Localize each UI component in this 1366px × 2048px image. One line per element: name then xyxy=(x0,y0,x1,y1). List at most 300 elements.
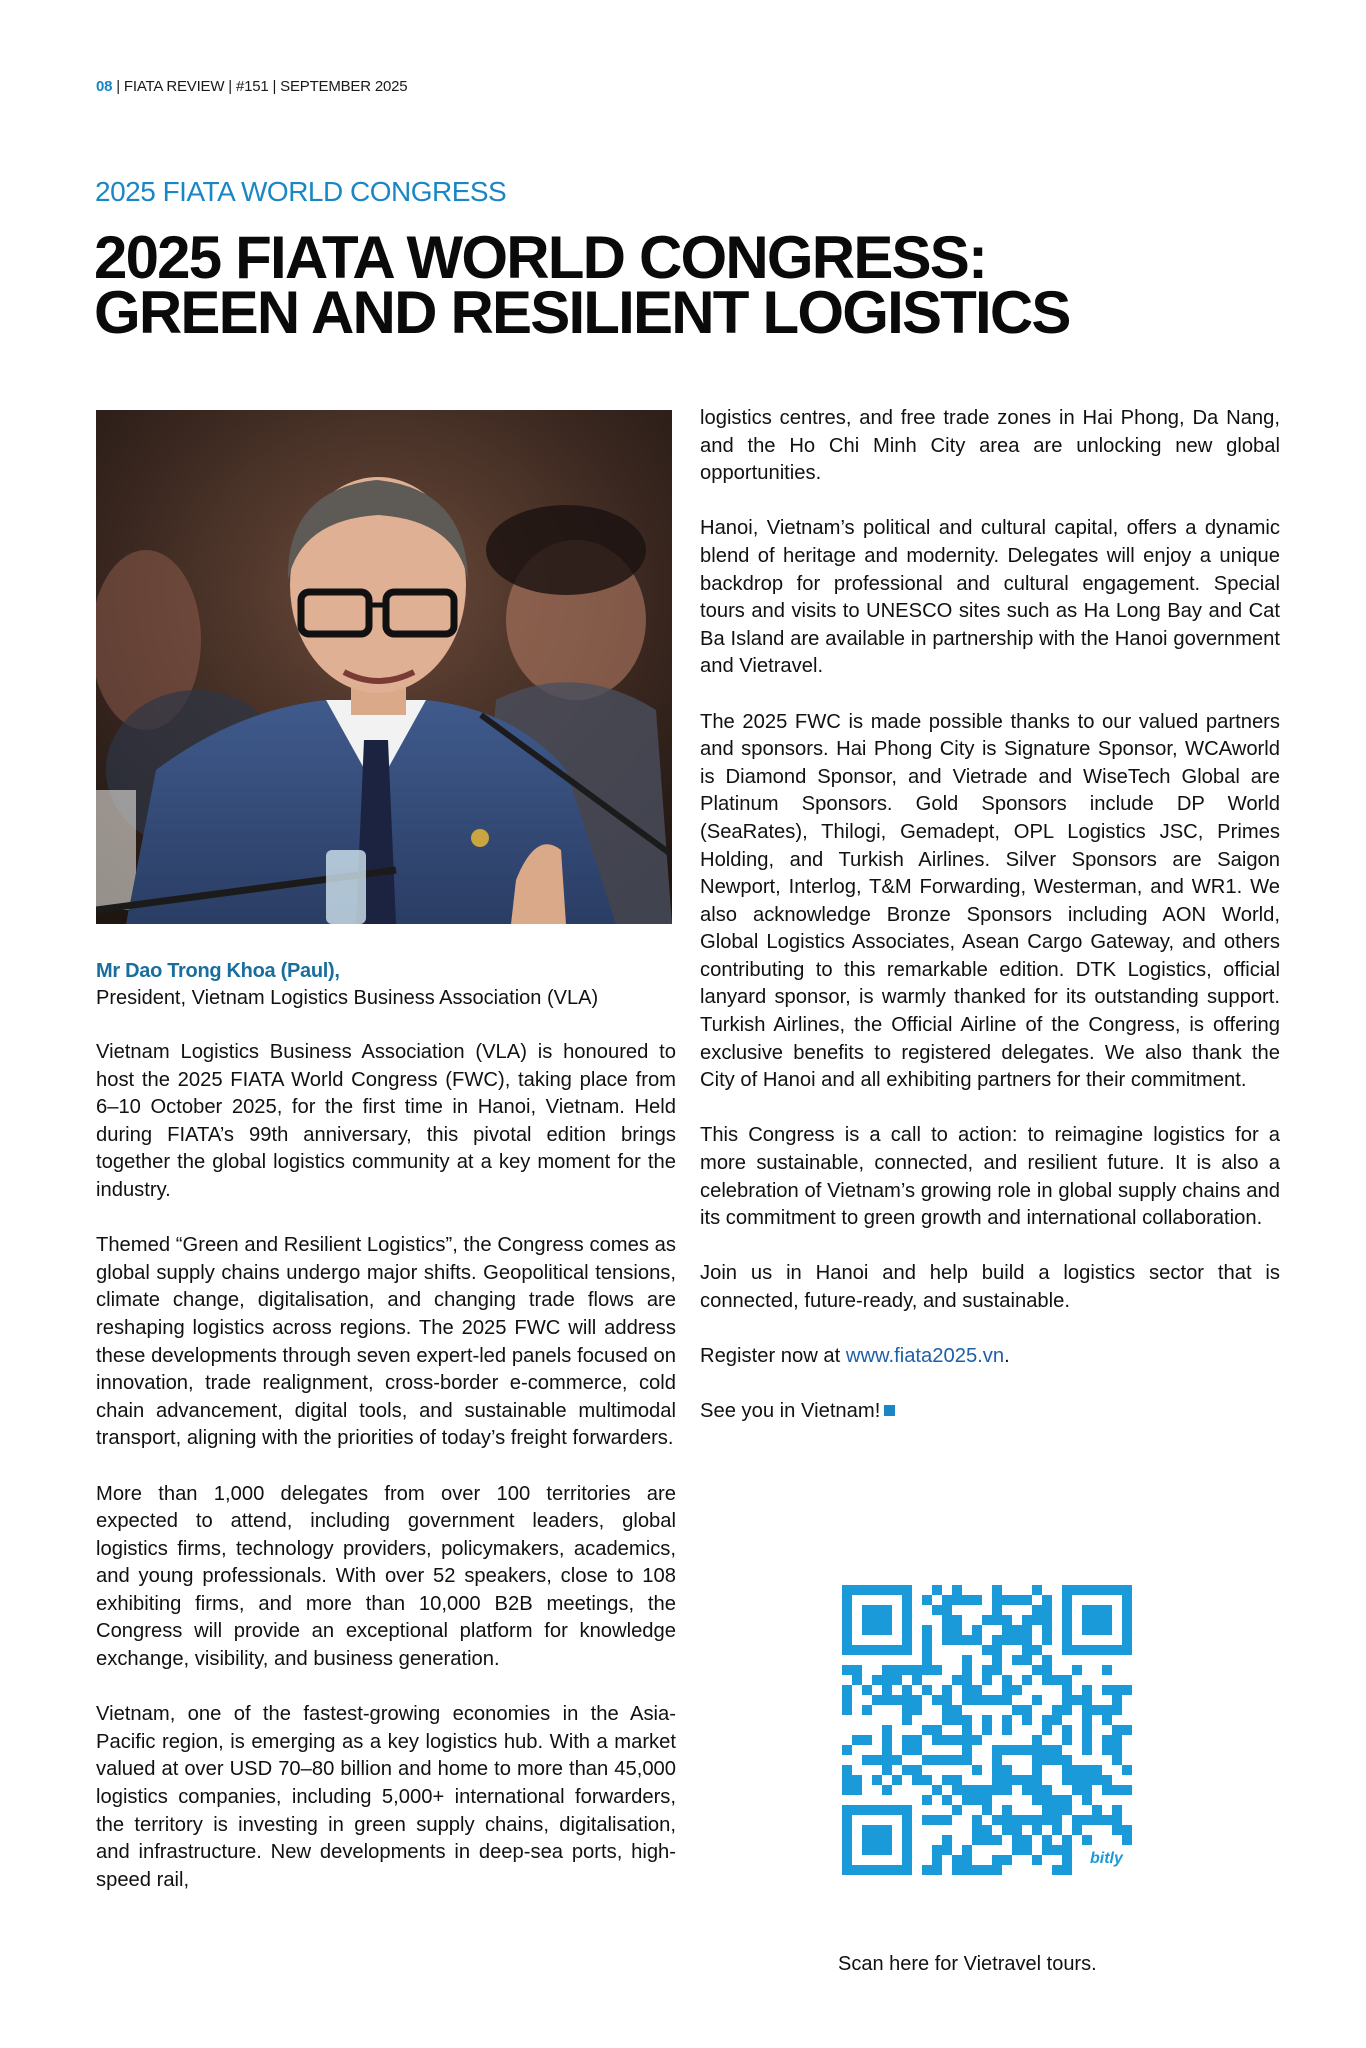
qr-module xyxy=(1032,1795,1042,1805)
qr-module xyxy=(852,1665,862,1675)
qr-module xyxy=(942,1815,952,1825)
qr-module xyxy=(912,1665,922,1675)
qr-module xyxy=(1122,1825,1132,1835)
qr-module xyxy=(972,1735,982,1745)
qr-module xyxy=(882,1735,892,1745)
qr-module xyxy=(962,1655,972,1665)
qr-module xyxy=(942,1715,952,1725)
qr-module xyxy=(1022,1645,1032,1655)
qr-module xyxy=(1112,1705,1122,1715)
qr-module xyxy=(842,1685,852,1695)
qr-module xyxy=(992,1765,1002,1775)
qr-module xyxy=(982,1675,992,1685)
qr-module xyxy=(1052,1815,1062,1825)
qr-module xyxy=(882,1785,892,1795)
qr-finder xyxy=(862,1605,892,1635)
qr-module xyxy=(1072,1785,1082,1795)
qr-module xyxy=(1042,1815,1052,1825)
qr-module xyxy=(972,1795,982,1805)
qr-module xyxy=(1102,1785,1112,1795)
qr-module xyxy=(982,1785,992,1795)
qr-module xyxy=(972,1625,982,1635)
qr-module xyxy=(1002,1695,1012,1705)
article-column-left xyxy=(96,1039,676,1922)
qr-finder xyxy=(862,1825,892,1855)
qr-module xyxy=(972,1695,982,1705)
qr-module xyxy=(992,1645,1002,1655)
qr-module xyxy=(1012,1835,1022,1845)
qr-module xyxy=(882,1725,892,1735)
qr-module xyxy=(952,1625,962,1635)
qr-module xyxy=(1012,1655,1022,1665)
qr-module xyxy=(932,1855,942,1865)
signoff-text: See you in Vietnam! xyxy=(700,1400,881,1423)
qr-module xyxy=(1032,1645,1042,1655)
qr-module xyxy=(1042,1795,1052,1805)
qr-module xyxy=(882,1665,892,1675)
qr-module xyxy=(1002,1675,1012,1685)
qr-module xyxy=(1032,1605,1042,1615)
qr-module xyxy=(892,1775,902,1785)
qr-module xyxy=(972,1785,982,1795)
qr-module xyxy=(1102,1705,1112,1715)
qr-module xyxy=(1032,1755,1042,1765)
qr-module xyxy=(942,1835,952,1845)
qr-module xyxy=(1052,1705,1062,1715)
end-of-article-icon xyxy=(884,1405,895,1416)
qr-finder xyxy=(842,1805,852,1875)
qr-module xyxy=(1092,1775,1102,1785)
qr-module xyxy=(882,1695,892,1705)
qr-module xyxy=(942,1685,952,1695)
qr-module xyxy=(952,1805,962,1815)
qr-module xyxy=(982,1665,992,1675)
photo-caption xyxy=(96,958,676,1012)
qr-module xyxy=(1072,1775,1082,1785)
qr-module xyxy=(922,1595,932,1605)
qr-module xyxy=(1072,1695,1082,1705)
qr-finder xyxy=(842,1805,912,1815)
paragraph: Themed “Green and Resilient Logistics”, the Congress comes as global supply chains undergo major shifts. Geopolitical tensions, climate change, digitalisation, and changing trade flows are reshaping logistics across regions. The 2025 FWC will address these developments through seven expert-led panels focused on innovation, trade realignment, cross-border e-commerce, cold chain advancement, digital tools, and sustainable multimodal transport, aligning with the priorities of today’s freight forwarders. xyxy=(96,1234,676,1450)
qr-module xyxy=(952,1785,962,1795)
qr-module xyxy=(1002,1725,1012,1735)
qr-module xyxy=(1122,1685,1132,1695)
qr-module xyxy=(1062,1865,1072,1875)
qr-module xyxy=(1002,1815,1012,1825)
paragraph: More than 1,000 delegates from over 100 territories are expected to attend, including government leaders, global logistics firms, technology providers, policymakers, academics, and young professionals. With over 52 speakers, close to 108 exhibiting firms, and more than 10,000 B2B meetings, the Congress will provide an exceptional platform for knowledge exchange, visibility, and business generation. xyxy=(96,1482,676,1671)
qr-module xyxy=(902,1745,912,1755)
qr-module xyxy=(1102,1715,1112,1725)
qr-module xyxy=(872,1675,882,1685)
qr-module xyxy=(992,1585,1002,1595)
qr-module xyxy=(1022,1715,1032,1725)
paragraph: Vietnam Logistics Business Association (VLA) is honoured to host the 2025 FIATA World Congress (FWC), taking place from 6–10 October 2025, for the first time in Hanoi, Vietnam. Held during FIATA’s 99th anniversary, this pivotal edition brings together the global logistics community at a key moment for the industry. xyxy=(96,1041,676,1201)
qr-module xyxy=(1002,1615,1012,1625)
article-headline xyxy=(94,224,1294,346)
qr-module xyxy=(972,1635,982,1645)
qr-module xyxy=(882,1765,892,1775)
qr-module xyxy=(1112,1815,1122,1825)
qr-module xyxy=(1112,1685,1122,1695)
qr-module xyxy=(1062,1725,1072,1735)
qr-module xyxy=(912,1775,922,1785)
qr-module xyxy=(932,1695,942,1705)
qr-module xyxy=(942,1595,952,1605)
qr-finder xyxy=(842,1865,912,1875)
qr-module xyxy=(1042,1745,1052,1755)
qr-module xyxy=(1032,1695,1042,1705)
qr-module xyxy=(1072,1765,1082,1775)
qr-module xyxy=(962,1785,972,1795)
qr-module xyxy=(982,1835,992,1845)
qr-module xyxy=(1022,1615,1032,1625)
qr-module xyxy=(1082,1735,1092,1745)
qr-module xyxy=(962,1865,972,1875)
qr-module xyxy=(962,1695,972,1705)
qr-module xyxy=(982,1795,992,1805)
qr-module xyxy=(882,1745,892,1755)
qr-module xyxy=(962,1855,972,1865)
qr-module xyxy=(952,1855,962,1865)
qr-module xyxy=(1042,1715,1052,1725)
qr-module xyxy=(992,1595,1002,1605)
qr-module xyxy=(902,1665,912,1675)
qr-module xyxy=(962,1735,972,1745)
qr-module xyxy=(932,1735,942,1745)
qr-module xyxy=(1012,1775,1022,1785)
headline-line-2: GREEN AND RESILIENT LOGISTICS xyxy=(94,279,1070,346)
qr-module xyxy=(992,1695,1002,1705)
qr-finder xyxy=(902,1585,912,1655)
qr-module xyxy=(1062,1755,1072,1765)
qr-module xyxy=(942,1705,952,1715)
qr-module xyxy=(1082,1815,1092,1825)
qr-module xyxy=(1002,1745,1012,1755)
qr-module xyxy=(1012,1825,1022,1835)
article-column-right xyxy=(700,405,1280,1454)
qr-module xyxy=(942,1735,952,1745)
qr-module xyxy=(932,1725,942,1735)
qr-module xyxy=(912,1705,922,1715)
qr-module xyxy=(1052,1745,1062,1755)
qr-module xyxy=(892,1675,902,1685)
qr-module xyxy=(1082,1725,1092,1735)
qr-module xyxy=(912,1735,922,1745)
qr-module xyxy=(922,1795,932,1805)
qr-module xyxy=(1052,1755,1062,1765)
qr-module xyxy=(842,1745,852,1755)
qr-module xyxy=(922,1645,932,1655)
qr-module xyxy=(1062,1855,1072,1865)
qr-module xyxy=(1102,1745,1112,1755)
qr-module xyxy=(962,1745,972,1755)
qr-module xyxy=(972,1595,982,1605)
qr-module xyxy=(1112,1745,1122,1755)
qr-module xyxy=(1082,1775,1092,1785)
qr-module xyxy=(842,1665,852,1675)
register-suffix: . xyxy=(1004,1345,1010,1368)
qr-module xyxy=(1022,1815,1032,1825)
qr-module xyxy=(1062,1795,1072,1805)
qr-module xyxy=(992,1835,1002,1845)
bitly-logo: bitly xyxy=(1090,1850,1123,1867)
qr-module xyxy=(902,1735,912,1745)
caption-name: Mr Dao Trong Khoa (Paul), xyxy=(96,960,340,982)
portrait-photo-icon xyxy=(96,410,672,924)
qr-module xyxy=(922,1655,932,1665)
qr-module xyxy=(972,1835,982,1845)
qr-finder xyxy=(1082,1605,1112,1635)
qr-module xyxy=(1022,1845,1032,1855)
qr-module xyxy=(1032,1775,1042,1785)
qr-module xyxy=(1082,1705,1092,1715)
qr-module xyxy=(1072,1815,1082,1825)
qr-module xyxy=(932,1845,942,1855)
section-kicker: 2025 FIATA WORLD CONGRESS xyxy=(95,176,507,207)
qr-module xyxy=(972,1765,982,1775)
register-line xyxy=(700,1343,1280,1371)
qr-module xyxy=(1002,1805,1012,1815)
qr-module xyxy=(992,1855,1002,1865)
register-link[interactable]: www.fiata2025.vn xyxy=(845,1345,1005,1368)
qr-module xyxy=(872,1755,882,1765)
caption-title: President, Vietnam Logistics Business Association (VLA) xyxy=(96,987,599,1009)
paragraph: The 2025 FWC is made possible thanks to our valued partners and sponsors. Hai Phong City is Signature Sponsor, WCAworld is Diamond Sponsor, and Vietrade and WiseTech Global are Platinum Sponsors. Gold Sponsors include DP World (SeaRates), Thilogi, Gemadept, OPL Logistics JSC, Primes Holding, and Turkish Airlines. Silver Sponsors are Saigon Newport, Interlog, T&M Forwarding, Westerman, and WR1. We also acknowledge Bronze Sponsors including AON World, Global Logistics Associates, Asean Cargo Gateway, and others contributing to this remarkable edition. DTK Logistics, official lanyard sponsor, is warmly thanked for its outstanding support. Turkish Airlines, the Official Airline of the Congress, is offering exclusive benefits to registered delegates. We also thank the City of Hanoi and all exhibiting partners for their commitment. xyxy=(700,710,1280,1092)
publication-info: | FIATA REVIEW | #151 | SEPTEMBER 2025 xyxy=(112,78,408,95)
qr-module xyxy=(1002,1825,1012,1835)
qr-module xyxy=(1022,1705,1032,1715)
qr-module xyxy=(942,1755,952,1765)
qr-module xyxy=(962,1595,972,1605)
qr-module xyxy=(872,1775,882,1785)
qr-module xyxy=(912,1765,922,1775)
qr-module xyxy=(1112,1725,1122,1735)
qr-module xyxy=(852,1675,862,1685)
qr-module xyxy=(902,1765,912,1775)
qr-module xyxy=(942,1605,952,1615)
qr-module xyxy=(1082,1745,1092,1755)
qr-module xyxy=(1102,1815,1112,1825)
qr-module xyxy=(922,1685,932,1695)
qr-module xyxy=(1022,1655,1032,1665)
qr-module xyxy=(982,1805,992,1815)
qr-module xyxy=(932,1585,942,1595)
qr-module xyxy=(1092,1765,1102,1775)
qr-module xyxy=(992,1755,1002,1765)
qr-module xyxy=(992,1745,1002,1755)
running-head xyxy=(96,78,407,95)
qr-module xyxy=(992,1665,1002,1675)
qr-module xyxy=(992,1635,1002,1645)
qr-module xyxy=(1112,1735,1122,1745)
qr-code-icon[interactable] xyxy=(842,1585,1132,1875)
qr-module xyxy=(972,1685,982,1695)
qr-module xyxy=(1032,1745,1042,1755)
qr-module xyxy=(932,1785,942,1795)
qr-module xyxy=(1042,1655,1052,1665)
qr-module xyxy=(842,1785,852,1795)
qr-module xyxy=(962,1665,972,1675)
qr-module xyxy=(912,1675,922,1685)
qr-finder xyxy=(1062,1585,1132,1595)
qr-module xyxy=(892,1695,902,1705)
qr-module xyxy=(852,1775,862,1785)
qr-module xyxy=(862,1705,872,1715)
qr-module xyxy=(1052,1805,1062,1815)
qr-module xyxy=(922,1635,932,1645)
paragraph: Vietnam, one of the fastest-growing economies in the Asia-Pacific region, is emerging as a key logistics hub. With a market valued at over USD 70–80 billion and home to more than 45,000 logistics companies, including 5,000+ international forwarders, the territory is investing in green supply chains, digitalisation, and infrastructure. New developments in deep-sea ports, high-speed rail, xyxy=(96,1703,676,1891)
qr-module xyxy=(952,1735,962,1745)
qr-module xyxy=(962,1755,972,1765)
qr-module xyxy=(1032,1665,1042,1675)
qr-module xyxy=(952,1675,962,1685)
qr-module xyxy=(982,1615,992,1625)
qr-module xyxy=(1012,1845,1022,1855)
qr-module xyxy=(942,1695,952,1705)
qr-module xyxy=(1082,1765,1092,1775)
qr-module xyxy=(1022,1775,1032,1785)
qr-module xyxy=(1062,1765,1072,1775)
qr-module xyxy=(1092,1705,1102,1715)
qr-module xyxy=(962,1795,972,1805)
qr-module xyxy=(862,1735,872,1745)
qr-module xyxy=(1062,1805,1072,1815)
qr-module xyxy=(1022,1785,1032,1795)
qr-module xyxy=(922,1665,932,1675)
qr-module xyxy=(892,1665,902,1675)
qr-module xyxy=(1062,1695,1072,1705)
qr-module xyxy=(992,1785,1002,1795)
paragraph: This Congress is a call to action: to reimagine logistics for a more sustainable, connected, and resilient future. It is also a celebration of Vietnam’s growing role in global supply chains and its commitment to green growth and international collaboration. xyxy=(700,1124,1280,1230)
qr-module xyxy=(1042,1785,1052,1795)
qr-module xyxy=(842,1765,852,1775)
portrait-photo xyxy=(96,410,672,924)
qr-module xyxy=(1062,1735,1072,1745)
qr-module xyxy=(1072,1665,1082,1675)
qr-module xyxy=(1032,1815,1042,1825)
qr-module xyxy=(1022,1635,1032,1645)
qr-module xyxy=(962,1845,972,1855)
qr-module xyxy=(952,1715,962,1725)
qr-module xyxy=(842,1705,852,1715)
qr-module xyxy=(1042,1625,1052,1635)
qr-module xyxy=(932,1815,942,1825)
qr-module xyxy=(922,1775,932,1785)
qr-module xyxy=(1042,1835,1052,1845)
qr-module xyxy=(882,1755,892,1765)
qr-finder xyxy=(842,1585,852,1655)
qr-finder xyxy=(842,1585,912,1595)
qr-module xyxy=(1062,1685,1072,1695)
qr-module xyxy=(1002,1765,1012,1775)
qr-module xyxy=(1062,1775,1072,1785)
qr-module xyxy=(842,1775,852,1785)
qr-module xyxy=(962,1635,972,1645)
qr-module xyxy=(1012,1705,1022,1715)
qr-finder xyxy=(842,1645,912,1655)
qr-module xyxy=(1022,1675,1032,1685)
page-number: 08 xyxy=(96,78,113,95)
qr-module xyxy=(932,1755,942,1765)
qr-module xyxy=(1062,1675,1072,1685)
qr-module xyxy=(942,1635,952,1645)
qr-module xyxy=(992,1775,1002,1785)
qr-module xyxy=(1052,1715,1062,1725)
qr-module xyxy=(1052,1845,1062,1855)
qr-module xyxy=(1002,1635,1012,1645)
qr-module xyxy=(922,1625,932,1635)
qr-module xyxy=(922,1755,932,1765)
qr-module xyxy=(992,1615,1002,1625)
qr-finder xyxy=(1062,1585,1072,1655)
qr-module xyxy=(1032,1825,1042,1835)
qr-module xyxy=(982,1865,992,1875)
register-prefix: Register now at xyxy=(700,1345,846,1368)
qr-module xyxy=(1032,1785,1042,1795)
qr-module xyxy=(1082,1795,1092,1805)
qr-module xyxy=(1042,1805,1052,1815)
qr-module xyxy=(1122,1765,1132,1775)
qr-module xyxy=(1092,1805,1102,1815)
qr-module xyxy=(1072,1825,1082,1835)
qr-module xyxy=(902,1715,912,1725)
qr-module xyxy=(932,1665,942,1675)
qr-module xyxy=(1012,1745,1022,1755)
qr-module xyxy=(1022,1625,1032,1635)
paragraph: Hanoi, Vietnam’s political and cultural capital, offers a dynamic blend of heritage and modernity. Delegates will enjoy a unique backdrop for professional and cultural engagement. Special tours and visits to UNESCO sites such as Ha Long Bay and Cat Ba Island are available in partnership with the Hanoi government and Vietravel. xyxy=(700,517,1280,678)
qr-module xyxy=(942,1625,952,1635)
qr-module xyxy=(952,1755,962,1765)
qr-module xyxy=(962,1725,972,1735)
qr-finder xyxy=(1062,1645,1132,1655)
qr-module xyxy=(962,1715,972,1725)
qr-module xyxy=(1002,1785,1012,1795)
qr-module xyxy=(1082,1715,1092,1725)
qr-caption: Scan here for Vietravel tours. xyxy=(838,1953,1097,1975)
qr-module xyxy=(1022,1745,1032,1755)
qr-module xyxy=(1012,1625,1022,1635)
qr-module xyxy=(1012,1635,1022,1645)
qr-module xyxy=(1112,1805,1122,1815)
qr-module xyxy=(922,1725,932,1735)
qr-module xyxy=(1012,1685,1022,1695)
qr-module xyxy=(942,1615,952,1625)
qr-finder xyxy=(902,1805,912,1875)
qr-module xyxy=(1112,1695,1122,1705)
qr-module xyxy=(952,1585,962,1595)
qr-module xyxy=(862,1685,872,1695)
qr-module xyxy=(972,1825,982,1835)
qr-module xyxy=(1002,1855,1012,1865)
qr-module xyxy=(982,1695,992,1705)
qr-module xyxy=(1082,1685,1092,1695)
qr-module xyxy=(962,1675,972,1685)
qr-module xyxy=(982,1715,992,1725)
qr-module xyxy=(952,1865,962,1875)
qr-module xyxy=(1042,1595,1052,1605)
qr-module xyxy=(1052,1825,1062,1835)
qr-module xyxy=(1102,1685,1112,1695)
qr-module xyxy=(1002,1775,1012,1785)
qr-module xyxy=(1062,1705,1072,1715)
qr-module xyxy=(922,1815,932,1825)
qr-module xyxy=(1122,1785,1132,1795)
qr-module xyxy=(1112,1755,1122,1765)
qr-module xyxy=(862,1755,872,1765)
qr-module xyxy=(942,1845,952,1855)
qr-module xyxy=(1012,1595,1022,1605)
qr-module xyxy=(1002,1595,1012,1605)
